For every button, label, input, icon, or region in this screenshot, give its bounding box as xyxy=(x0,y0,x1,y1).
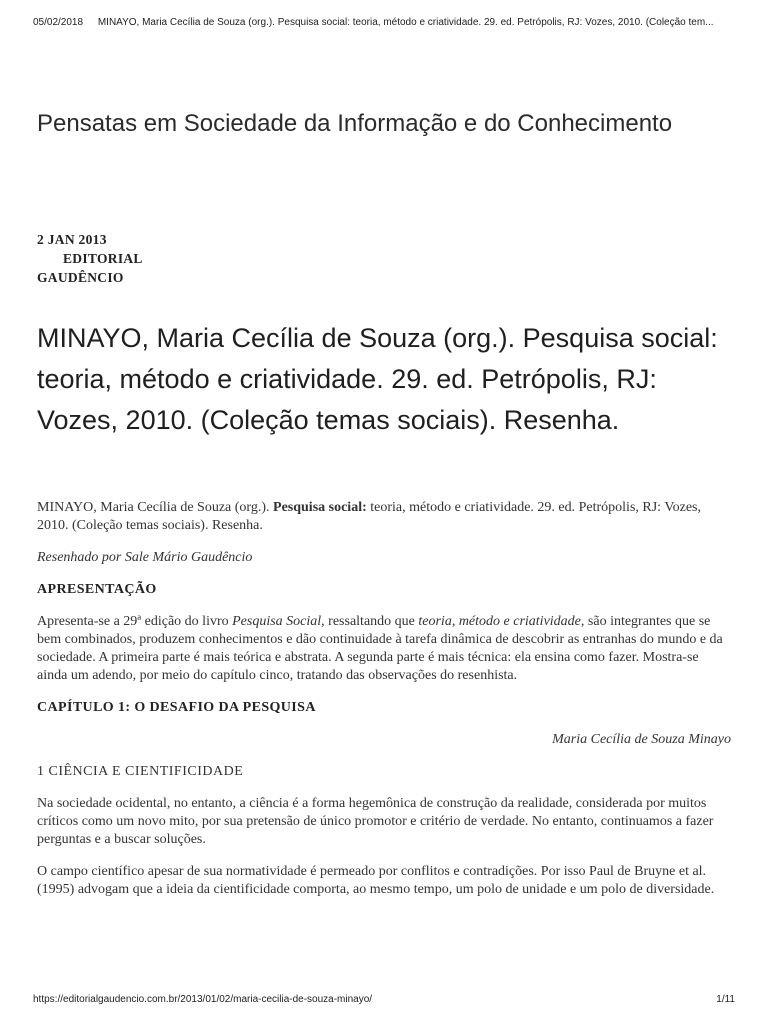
apresentacao-text-1: Apresenta-se a 29ª edição do livro xyxy=(37,614,233,629)
apresentacao-italic-subtitle: teoria, método e criatividade xyxy=(418,614,581,629)
site-title[interactable]: Pensatas em Sociedade da Informação e do Conhecimento xyxy=(37,110,673,137)
apresentacao-paragraph xyxy=(37,613,731,685)
reference-paragraph xyxy=(37,499,731,535)
reference-bold-title: Pesquisa social: xyxy=(273,500,367,515)
post-title: MINAYO, Maria Cecília de Souza (org.). Pesquisa social: teoria, método e criatividade. 29. ed. Petrópolis, RJ: Vozes, 2010. (Coleção temas sociais). Resenha. xyxy=(37,323,718,435)
post-meta xyxy=(37,230,143,287)
reviewed-by-text: Resenhado por Sale Mário Gaudêncio xyxy=(37,550,253,565)
post-author-line-1[interactable]: EDITORIAL xyxy=(63,251,143,266)
reference-text: MINAYO, Maria Cecília de Souza (org.). xyxy=(37,500,274,515)
apresentacao-text-3: , são integrantes que se bem combinados, produzem conhecimentos e dão continuidade à tarefa dinâmica de descobrir as entranhas do mundo e da sociedade. A primeira parte é mais teórica e abstrata. A segunda parte é mais técnica: ela ensina como fazer. Mostra-se ainda um adendo, por meio do capítulo cinco, tratando das observações do resenhista. xyxy=(37,614,723,683)
heading-capitulo-1: CAPÍTULO 1: O DESAFIO DA PESQUISA xyxy=(37,700,316,715)
print-header xyxy=(33,17,753,28)
post-content xyxy=(37,499,731,913)
paragraph-2: O campo científico apesar de sua normatividade é permeado por conflitos e contradições. Por isso Paul de Bruyne et al. (1995) advogam que a ideia da cientificidade comporta, ao mesmo tempo, um polo de unidade e um polo de diversidade. xyxy=(37,864,715,897)
print-date: 05/02/2018 xyxy=(33,17,84,28)
heading-ciencia: 1 CIÊNCIA E CIENTIFICIDADE xyxy=(37,764,244,779)
apresentacao-text-2: , ressaltando que xyxy=(321,614,419,629)
print-footer xyxy=(33,994,735,1005)
reference-text-rest: teoria, método e criatividade. 29. ed. Petrópolis, RJ: Vozes, 2010. (Coleção temas sociais). Resenha. xyxy=(37,500,701,533)
reviewed-by xyxy=(37,549,731,567)
page-number: 1/11 xyxy=(716,994,735,1005)
paragraph-1: Na sociedade ocidental, no entanto, a ciência é a forma hegemônica de construção da realidade, considerada por muitos críticos como um novo mito, por sua pretensão de único promotor e critério de verdade. No entanto, continuamos a fazer perguntas e a buscar soluções. xyxy=(37,796,714,847)
chapter-author: Maria Cecília de Souza Minayo xyxy=(552,732,731,747)
post-date[interactable]: 2 JAN 2013 xyxy=(37,232,107,247)
heading-apresentacao: APRESENTAÇÃO xyxy=(37,582,157,597)
page-url-link[interactable]: https://editorialgaudencio.com.br/2013/01/02/maria-cecilia-de-souza-minayo/ xyxy=(33,994,373,1005)
apresentacao-italic-book: Pesquisa Social xyxy=(232,614,322,629)
post-author-line-2[interactable]: GAUDÊNCIO xyxy=(37,270,124,285)
print-page-title: MINAYO, Maria Cecília de Souza (org.). Pesquisa social: teoria, método e criatividade. 29. ed. Petrópolis, RJ: Vozes, 2010. (Coleção tem... xyxy=(97,17,714,28)
